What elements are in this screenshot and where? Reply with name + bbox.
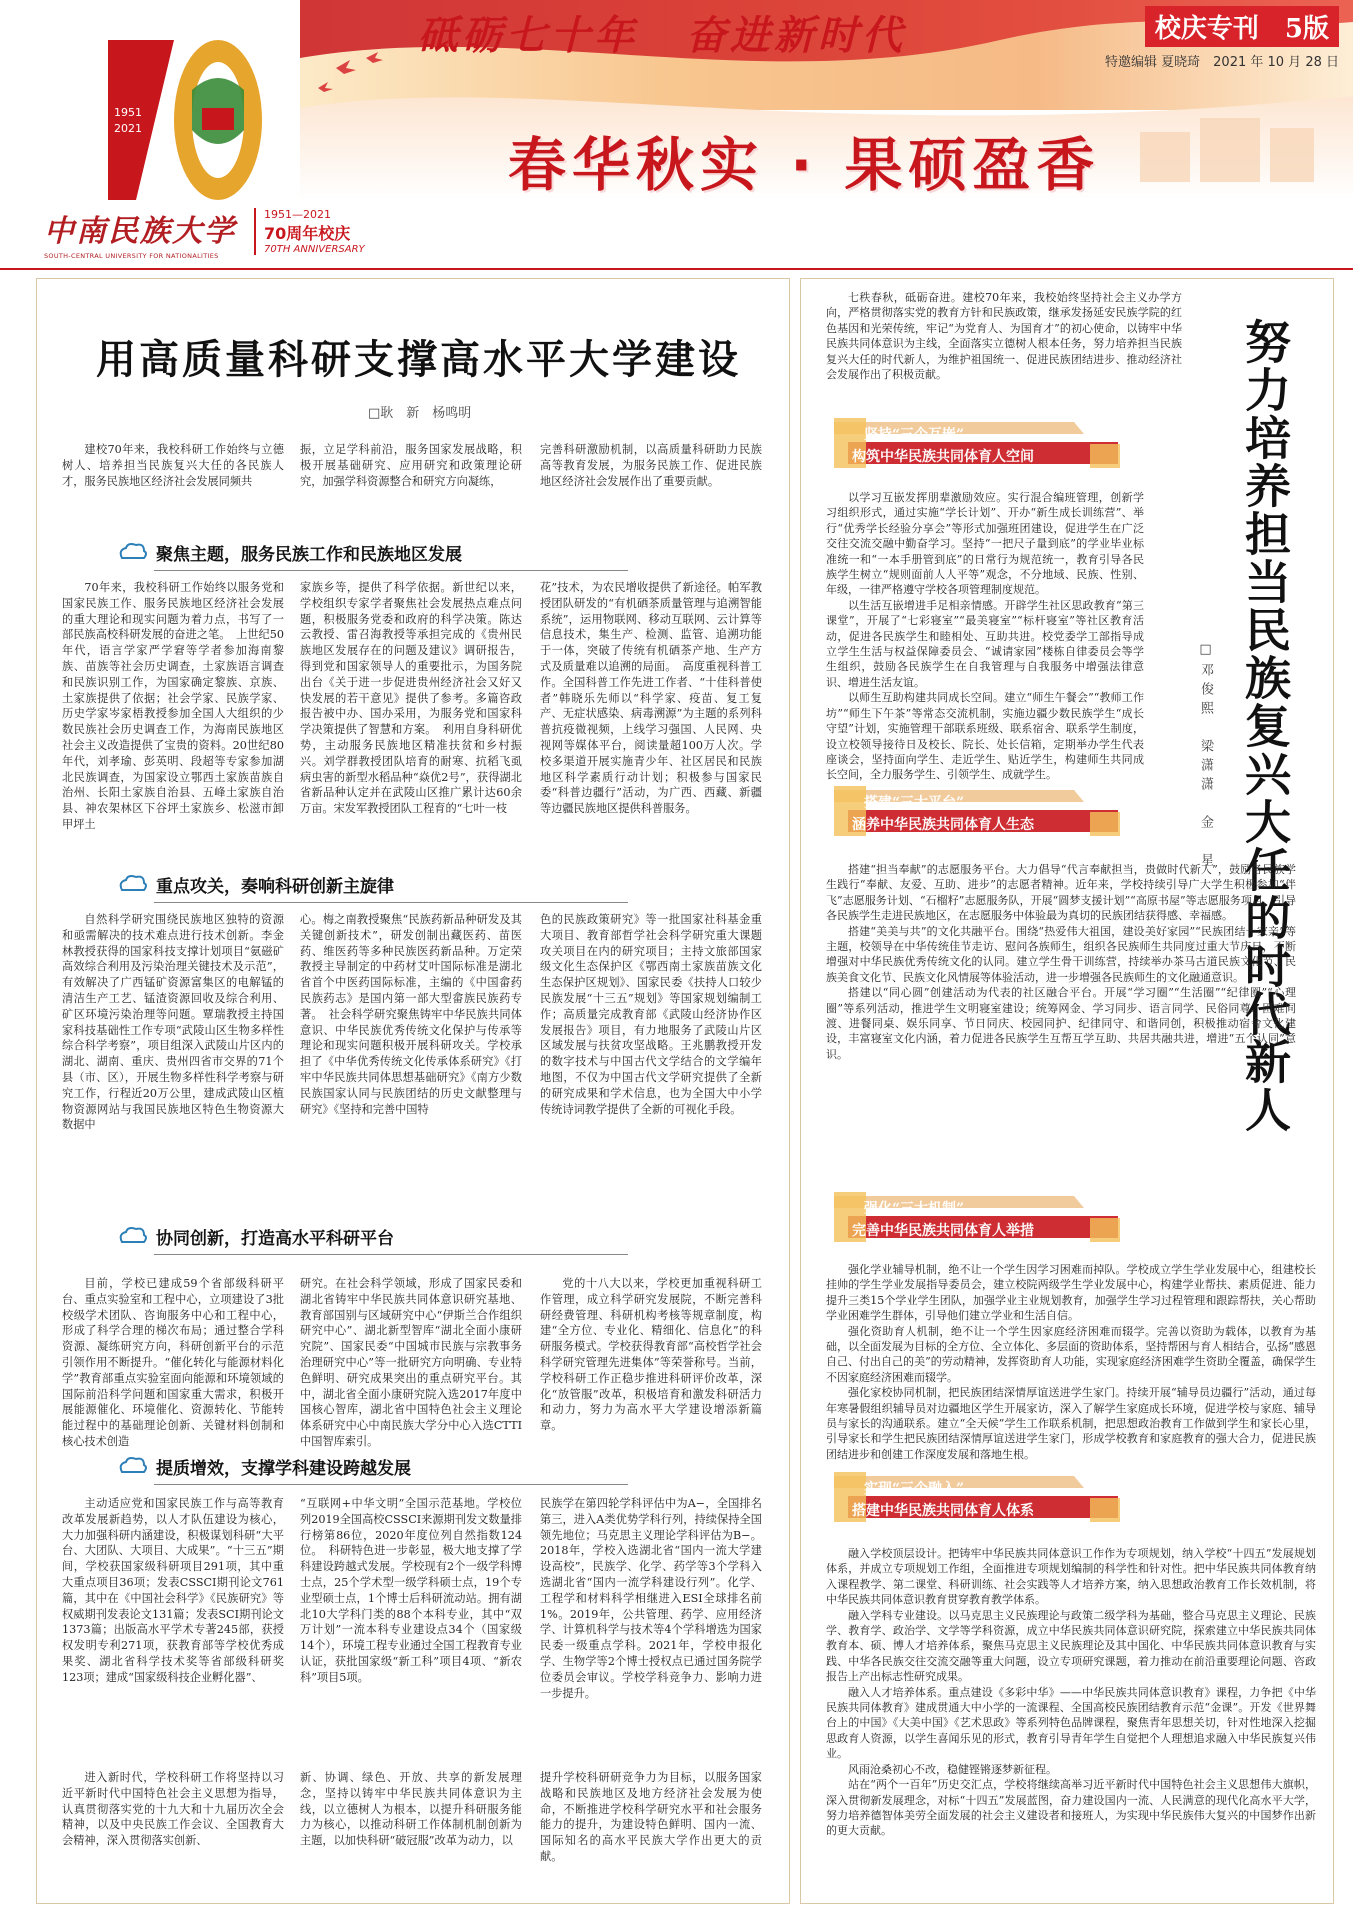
right-section-heading-4 — [828, 1468, 1128, 1532]
paragraph: 以学习互嵌发挥朋辈激励效应。实行混合编班管理，创新学习组织形式，通过实施“学长计划”、开办“新生成长训练营”、举行“优秀学长经验分享会”等形式加强班团建设，促进学生在广泛交往交流交融中勤奋学习。坚持“一把尺子量到底”的学业毕业标准统一和“一本手册管到底”的日常行为规范统一，教育引导各民族学生树立“规则面前人人平等”观念，不分地域、民族、性别、年级，一律严格遵守学校各项管理制度规范。 — [826, 491, 1144, 597]
paragraph: 色的民族政策研究》等一批国家社科基金重大项目、教育部哲学社会科学研究重大课题攻关项目在内的研究项目；主持文旅部国家级文化生态保护区《鄂西南土家族苗族文化生态保护区规划》、国家民委《扶持人口较少民族发展“十三五”规划》等国家规划编制工作；高质量完成教育部《武陵山经济协作区发展报告》项目，有力地服务了武陵山片区区域发展与扶贫攻坚战略。王兆鹏教授开发的数字技术与中国古代文学结合的文学编年地图，不仅为中国古代文学研究提供了全新的研究成果和学术信息，也为全国大中小学传统诗词教学提供了全新的可视化手段。 — [540, 913, 762, 1116]
section-heading-line-2: 构筑中华民族共同体育人空间 — [852, 449, 1034, 465]
paragraph: 家族乡等，提供了科学依据。新世纪以来，学校组织专家学者聚焦社会发展热点难点问题，积极服务党委和政府的科学决策。陈达云教授、雷召海教授等承担完成的《贵州民族地区发展存在的问题及建议》调研报告，得到党和国家领导人的重要批示，为国务院出台《关于进一步促进贵州经济社会又好又快发展的若干意见》提供了参考。多篇咨政报告被中办、国办采用，为服务党和国家科学决策提供了智慧和方案。 利用自身科研优势，主动服务民族地区精准扶贫和乡村振兴。刘学群教授团队培育的耐寒、抗稻飞虱病虫害的新型水稻品种“焱优2号”，获得湖北省新品种认定并在武陵山区推广累计达60余万亩。宋发军教授团队工程育的“七叶一枝 — [300, 581, 522, 816]
s2-col-2 — [300, 912, 522, 1117]
paragraph: 进入新时代，学校科研工作将坚持以习近平新时代中国特色社会主义思想为指导，认真贯彻落实党的十九大和十九届历次全会精神，以及中央民族工作会议、全国教育大会精神，深入贯彻落实创新、 — [62, 1771, 284, 1848]
paragraph: 以师生互助构建共同成长空间。建立“师生午餐会”“教师工作坊”“师生下午茶”等常态交流机制，实施边疆少数民族学生“成长守望”计划，实施管理干部联系班级、联系宿舍、联系学生制度，设立校领导接待日及校长、院长、处长信箱，定期举办学生代表座谈会，坚持面向学生、走近学生、贴近学生，构建师生共同成长空间，全力服务学生、引领学生、成就学生。 — [826, 691, 1144, 782]
paragraph: 70年来，我校科研工作始终以服务党和国家民族工作、服务民族地区经济社会发展的重大理论和现实问题为着力点，书写了一部民族高校科研发展的奋进之笔。 上世纪50年代，语言学家严学窘等学者参加海南黎族、苗族等社会历史调查，土家族语言调查和民族识别工作，为国家确定黎族、京族、土家族提供了依据；社会学家、民族学家、历史学家岑家梧教授参加全国人大组织的少数民族社会历史调查工作，为海南民族地区社会主义改造提供了宝贵的资料。20世纪80年代，刘孝瑜、彭英明、段超等专家参加湖北民族调查，为国家设立鄂西土家族苗族自治州、长阳土家族自治县、五峰土家族自治县、神农架林区下谷坪土家族乡、松滋市卸甲坪土 — [62, 581, 284, 831]
right-section-heading-1 — [828, 414, 1128, 478]
section-heading-2 — [118, 872, 628, 897]
anniversary-70-logo — [96, 20, 266, 210]
section-heading-line-1: 搭建“三大平台”， — [864, 795, 979, 811]
paragraph: 心。梅之南教授聚焦“民族药新品种研发及其关键创新技术”，研发创制出藏医药、苗医药、维医药等多种民族医药新品种。万定荣教授主导制定的中药材艾叶国际标准是湖北省首个中医药国际标准，主编的《中国畲药民族药志》是国内第一部大型畲族民族药专著。 社会科学研究聚焦铸牢中华民族共同体意识、中华民族优秀传统文化保护与传承等理论和现实问题积极开展科研攻关。学校承担了《中华优秀传统文化传承体系研究》《打牢中华民族共同体思想基础研究》《南方少数民族国家认同与民族团结的历史文献整理与研究》《坚持和完善中国特 — [300, 913, 522, 1116]
paragraph: 建校70年来，我校科研工作始终与立德树人、培养担当民族复兴大任的各民族人才，服务民族地区经济社会发展同频共 — [62, 443, 284, 488]
paragraph: 强化家校协同机制，把民族团结深情厚谊送进学生家门。持续开展“辅导员边疆行”活动，通过每年寒暑假组织辅导员对边疆地区学生开展家访，深入了解学生家庭成长环境，促进学校与家庭、辅导员与家长的沟通联系。建立“全天候”学生工作联系机制，把思想政治教育工作做到学生和家长心里，引导家长和学生把民族团结深情厚谊送进学生家门，形成学校教育和家庭教育的强大合力，促进民族团结进步和创建工作深度发展和落地生根。 — [826, 1386, 1316, 1461]
page-tag — [1105, 6, 1339, 70]
masthead-rule — [0, 268, 1353, 270]
s3-col-3 — [540, 1276, 762, 1434]
left-intro-col-2 — [300, 442, 522, 489]
paragraph: 风雨沧桑初心不改，稳健铿锵逐梦新征程。 — [848, 1762, 1057, 1776]
paragraph: “互联网+中华文明”全国示范基地。学校位列2019全国高校CSSCI来源期刊发文数量排行榜第86位，2020年度位列自然指数124位。 科研特色进一步彰显，极大地支撑了学科建设跨越式发展。学校现有2个一级学科博士点，25个学术型一级学科硕士点，19个专业型硕士点，1个博士后科研流动站。拥有湖北10大学科门类的88个本科专业，其中“双万计划”一流本科专业建设点34个（国家级14个），环境工程专业通过全国工程教育专业认证，获批国家级“新工科”项目4项、“新农科”项目5项。 — [300, 1497, 522, 1684]
section-heading-text: 协同创新，打造高水平科研平台 — [156, 1229, 394, 1249]
section-heading-text: 提质增效，支撑学科建设跨越发展 — [156, 1459, 411, 1479]
section-heading-line-2: 搭建中华民族共同体育人体系 — [852, 1503, 1034, 1519]
paragraph: 融入学科专业建设。以马克思主义民族理论与政策二级学科为基础，整合马克思主义理论、民族学、教育学、政治学、文学等学科资源，成立中华民族共同体意识研究院，探索建立中华民族共同体教育本、硕、博人才培养体系，聚焦马克思主义民族理论及其中国化、中华民族共同体意识教育与实践、中华各民族交往交流交融等重大问题，设立专项研究课题，着力推动在前沿重要理论问题、咨政报告上产出标志性研究成果。 — [826, 1608, 1316, 1684]
paragraph: 自然科学研究围绕民族地区独特的资源和亟需解决的技术难点进行技术创新。李金林教授获得的国家科技支撑计划项目“氨磁矿高效综合利用及污染治理关键技术及示范”，有效解决了广西锰矿资源富集区的电解锰的清洁生产工艺、锰渣资源回收及综合利用、矿区环境污染治理等问题。覃瑞教授主持国家科技基础性工作专项“武陵山区生物多样性综合科学考察”，项目组深入武陵山片区内的湖北、湖南、重庆、贵州四省市交界的71个县（市、区），开展生物多样性科学考察与研究工作，行程近20万公里，建成武陵山区植物资源网站与我国民族地区特色生物资源大数据中 — [62, 913, 284, 1132]
section-heading-line-1: 强化“三大机制”， — [864, 1201, 979, 1217]
cloud-ornament-icon — [118, 542, 148, 564]
paragraph: 强化资助育人机制，绝不让一个学生因家庭经济困难而辍学。完善以资助为载体，以教育为基础，以全面发展为目标的全方位、全立体化、多层面的资助体系，坚持帮困与育人相结合，弘扬“感恩自己、付出自己的美”的劳动精神，发挥资助育人功能，实现家庭经济困难学生资助全覆盖，确保学生不因家庭经济困难而辍学。 — [826, 1324, 1316, 1384]
paragraph: 新、协调、绿色、开放、共享的新发展理念，坚持以铸牢中华民族共同体意识为主线，以立德树人为根本，以提升科研服务能力为核心，以推动科研工作体制机制创新为主题，以加快科研“破冠服”改革为动力，以 — [300, 1771, 522, 1848]
left-article-byline: □耿 新 杨鸣明 — [368, 406, 472, 421]
section-heading-line-1: 坚持“三个互嵌”， — [864, 427, 979, 443]
s4-col-1 — [62, 1496, 284, 1686]
section-heading-4 — [118, 1454, 628, 1479]
anniversary-en: 70TH ANNIVERSARY — [264, 244, 365, 255]
s2-col-1 — [62, 912, 284, 1133]
paragraph: 目前，学校已建成59个省部级科研平台、重点实验室和工程中心，立项建设了3批校级学术团队、咨询服务中心和工程中心，形成了科学合理的梯次布局；通过整合学科资源、凝练研究方向，科研创新平台的示范引领作用不断提升。“催化转化与能源材料化学”教育部重点实验室面向能源和环境领域的国际前沿科学问题和国家重大需求，积极开展能源催化、环境催化、资源转化、节能转能过程中的基础理论创新、关键材料创制和核心技术创造 — [62, 1277, 284, 1448]
slogan-left: 砥砺七十年 — [418, 12, 638, 59]
paragraph: 搭建“担当奉献”的志愿服务平台。大力倡导“代言奉献担当，贵做时代新人”，鼓励各民族学生践行“奉献、友爱、互助、进步”的志愿者精神。近年来，学校持续引导广大学生积极参加“伴飞”志愿服务计划、“石榴籽”志愿服务队，开展“圆梦支援计划”“高原书屋”等志愿服务项目，引导各民族学生走进民族地区，在志愿服务中体验最为真切的民族团结获得感、幸福感。 — [826, 863, 1296, 923]
paragraph: 强化学业辅导机制，绝不让一个学生因学习困难而掉队。学校成立学生学业发展中心，组建校长挂帅的学生学业发展指导委员会，建立校院两级学生学业发展中心，构建学业帮扶、素质促进、能力提升三类15个学业学生团队，加强学业主业规划教育，加强学生学习过程管理和跟踪帮扶，关心帮助学业困难学生群体，引导他们建立学业和生活自信。 — [826, 1263, 1316, 1323]
paragraph: 融入人才培养体系。重点建设《多彩中华》——中华民族共同体意识教育》课程，力争把《中华民族共同体教育》建成贯通大中小学的一流课程、全国高校民族团结教育示范“金课”。开发《世界舞台上的中国》《大美中国》《艺术思政》等系列特色品牌课程，聚焦青年思想关切，针对性地深入挖掘思政育人资源，以学生喜闻乐见的形式，教育引导青年学生自觉把个人理想追求融入中华民族复兴伟业。 — [826, 1685, 1316, 1761]
r3-body — [826, 1262, 1316, 1462]
section-heading-1 — [118, 540, 628, 565]
paragraph: 完善科研激励机制，以高质量科研助力民族高等教育发展，为服务民族工作、促进民族地区经济社会发展作出了重要贡献。 — [540, 443, 762, 488]
section-heading-rule — [154, 902, 628, 903]
slogan-right: 奋进新时代 — [685, 12, 906, 59]
section-heading-line-2: 涵养中华民族共同体育人生态 — [852, 817, 1034, 833]
paragraph: 以生活互嵌增进手足相亲情感。开辟学生社区思政教育“第三课堂”，开展了“七彩寝室”“最美寝室”“标杆寝室”等社区教育活动，促进各民族学生和睦相处、互助共进。校党委学工部指导成立学生生活与权益保障委员会、“诚请家园”楼栋自律委员会等学生组织，鼓励各民族学生在自我管理与自我服务中增强法律意识、增进生活友谊。 — [826, 598, 1144, 689]
paragraph: 融入学校顶层设计。把铸牢中华民族共同体意识工作作为专项规划，纳入学校“十四五”发展规划体系，并成立专项规划工作组，全面推进专项规划编制的科学性和针对性。把中华民族共同体教育纳入课程教学、第二课堂、科研训练、社会实践等人才培养方案，纳入思想政治教育工作长效机制，将中华民族共同体意识教育贯穿教育教学体系。 — [826, 1547, 1316, 1607]
s1-col-1 — [62, 580, 284, 833]
paragraph: 研究。在社会科学领域，形成了国家民委和湖北省铸牢中华民族共同体意识研究基地、教育部国别与区域研究中心“伊斯兰合作组织研究中心”、湖北新型智库“湖北全面小康研究院”、国家民委“中国城市民族与宗教事务治理研究中心”等一批研究方向明确、专业特色鲜明、研究成果突出的重点研究平台。其中，湖北省全面小康研究院入选2017年度中国核心智库，湖北省中国特色社会主义理论体系研究中心中南民族大学分中心入选CTTI中国智库索引。 — [300, 1277, 522, 1448]
paragraph: 七秩春秋，砥砺奋进。建校70年来，我校始终坚持社会主义办学方向，严格贯彻落实党的教育方针和民族政策，继承发扬延安民族学院的红色基因和光荣传统，牢记“为党育人、为国育才”的初心使命，以铸牢中华民族共同体意识为主线，全面落实立德树人根本任务，努力培养担当民族复兴大任的时代新人，为维护祖国统一、促进民族团结进步、推动经济社会发展作出了积极贡献。 — [826, 291, 1182, 382]
cloud-ornament-icon — [118, 1226, 148, 1248]
university-logo — [44, 206, 236, 260]
section-heading-rule — [154, 570, 628, 571]
paragraph: 民族学在第四轮学科评估中为A−，全国排名第三，进入A类优势学科行列，持续保持全国领先地位；马克思主义理论学科评估为B−。2018年，学校入选湖北省“国内一流大学建设高校”，民族学、化学、药学等3个学科入选湖北省“国内一流学科建设行列”。化学、工程学和材料科学相继进入ESI全球排名前1%。2019年，公共管理、药学、应用经济学、计算机科学与技术等4个学科增选为国家民委一级重点学科。2021年，学校申报化学、生物学等2个博士授权点已通过国务院学位委员会审议。学校学科竞争力、影响力进一步提升。 — [540, 1497, 762, 1700]
paragraph: 主动适应党和国家民族工作与高等教育改革发展新趋势，以人才队伍建设为核心，大力加强科研内涵建设，积极谋划科研“大平台、大团队、大项目、大成果”。“十三五”期间，学校获国家级科研项目291项，其中重大重点项目36项；发表CSSCI期刊论文761篇，其中在《中国社会科学》《民族研究》等权威期刊发表论文131篇；发表SCI期刊论文1373篇；出版高水平学术专著245部，获授权发明专利271项，获教育部等学校优秀成果奖、湖北省科学技术奖等省部级科研奖123项；建成“国家级科技企业孵化器”、 — [62, 1497, 284, 1684]
anniversary-box — [254, 208, 365, 255]
section-heading-rule — [154, 1484, 628, 1485]
section-heading-line-1: 实现“三个融入”， — [864, 1481, 979, 1497]
s4-col-2 — [300, 1496, 522, 1686]
anniversary-years: 1951—2021 — [264, 208, 331, 221]
paragraph: 站在“两个一百年”历史交汇点，学校将继续高举习近平新时代中国特色社会主义思想伟大旗帜，深入贯彻新发展理念，对标“十四五”发展蓝图，奋力建设国内一流、人民满意的现代化高水平大学，努力培养德智体美劳全面发展的社会主义建设者和接班人，为实现中华民族伟大复兴的中国梦作出新的更大贡献。 — [826, 1778, 1316, 1838]
edition-label: 校庆专刊 5版 — [1145, 6, 1339, 47]
anniversary-celebrate: 70周年校庆 — [264, 224, 351, 243]
left-intro-col-3 — [540, 442, 762, 489]
right-intro — [826, 290, 1182, 382]
s1-col-3 — [540, 580, 762, 817]
s3-col-2 — [300, 1276, 522, 1450]
right-section-heading-2 — [828, 782, 1128, 846]
logo-year-bottom: 2021 — [114, 122, 142, 135]
section-heading-line-2: 完善中华民族共同体育人举措 — [852, 1223, 1034, 1239]
university-name-en: SOUTH-CENTRAL UNIVERSITY FOR NATIONALITIES — [44, 252, 219, 260]
s2-col-3 — [540, 912, 762, 1117]
r1-body — [826, 490, 1144, 783]
right-section-heading-3 — [828, 1188, 1128, 1252]
section-heading-3 — [118, 1224, 628, 1249]
left-article-title: 用高质量科研支撑高水平大学建设 — [96, 336, 741, 383]
right-article-title: 努力培养担当民族复兴大任的时代新人 — [1238, 318, 1292, 1134]
paragraph: 党的十八大以来，学校更加重视科研工作管理，成立科学研究发展院，不断完善科研经费管理、科研机构考核等规章制度，构建“全方位、专业化、精细化、信息化”的科研服务模式。学校获得教育部“高校哲学社会科学研究管理先进集体”等荣誉称号。当前，学校科研工作正稳步推进科研评价改革，深化“放管服”改革，积极培育和激发科研活力和动力，努力为高水平大学建设增添新篇章。 — [540, 1277, 762, 1433]
university-name: 中南民族大学 — [44, 214, 236, 249]
left-intro-col-1 — [62, 442, 284, 489]
r2-body — [826, 862, 1296, 1062]
cloud-ornament-icon — [118, 874, 148, 896]
closing-col-1 — [62, 1770, 284, 1849]
cloud-ornament-icon — [118, 1456, 148, 1478]
editor-date: 特邀编辑 夏晓琦 2021 年 10 月 28 日 — [1105, 55, 1339, 70]
paragraph: 花”技术，为农民增收提供了新途径。帕军教授团队研发的“有机硒茶质量管理与追溯智能系统”，运用物联网、移动互联网、云计算等信息技术，集生产、检测、监管、追溯功能于一体，突破了传统有机硒茶产地、生产方式及质量难以追溯的局面。 高度重视科普工作。全国科普工作先进工作者、“十佳科普使者”韩晓乐先师以“科学家、疫苗、复工复产、无症状感染、病毒溯源”为主题的系列科普抗疫微视频，上线学习强国、人民网、央视网等媒体平台，阅读量超100万人次。学校多渠道开展实施青少年、社区居民和民族地区科学素质行动计划；积极参与国家民委“科普边疆行”活动，为广西、西藏、新疆等边疆民族地区提供科普服务。 — [540, 581, 762, 816]
slogan — [418, 4, 936, 61]
s1-col-2 — [300, 580, 522, 817]
paragraph: 振，立足学科前沿，服务国家发展战略，积极开展基础研究、应用研究和政策理论研究，加强学科资源整合和研究方向凝练， — [300, 443, 522, 488]
paragraph: 提升学校科研研竞争力为目标，以服务国家战略和民族地区及地方经济社会发展为使命，不断推进学校科学研究水平和社会服务能力的提升，为建设特色鲜明、国内一流、国际知名的高水平民族大学作出更大的贡献。 — [540, 1771, 762, 1863]
paragraph: 搭建以“同心圆”创建活动为代表的社区融合平台。开展“学习圈”“生活圈”“纪律圈”“心理圈”等系列活动，推进学生文明寝室建设；统筹网金、学习同步、语言同学、民俗同尊、困难同渡、进餐同桌、娱乐同享、节日同庆、校园同护、纪律同守、和谐同创，积极推动宿舍文化建设，丰富寝室文化内涵，着力促进各民族学生互帮互学互助、共居共融共进，增进“五个认同”意识。 — [826, 986, 1296, 1061]
s4-col-3 — [540, 1496, 762, 1701]
s3-col-1 — [62, 1276, 284, 1450]
paragraph: 搭建“美美与共”的文化共融平台。围绕“热爱伟大祖国，建设美好家园”“民族团结一家亲”等主题，校领导在中华传统佳节走访、慰问各族师生，组织各民族师生共同度过重大节庆日，不断增强对中华民族优秀传统文化的认同。建立学生骨干训练营，持续举办茶马古道民族文化节、民族美食文化节、民族文化风情展等体验活动，进一步增强各民族师生的文化融通意识。 — [826, 924, 1296, 984]
r4-body — [826, 1546, 1316, 1839]
closing-col-2 — [300, 1770, 522, 1849]
logo-year-top: 1951 — [114, 106, 142, 119]
right-article-byline: □邓俊熙 梁潇潇 金 星 — [1198, 642, 1213, 872]
closing-col-3 — [540, 1770, 762, 1865]
section-heading-text: 重点攻关，奏响科研创新主旋律 — [156, 877, 394, 897]
section-heading-rule — [154, 1254, 628, 1255]
section-heading-text: 聚焦主题，服务民族工作和民族地区发展 — [156, 545, 462, 565]
masthead — [0, 0, 1353, 270]
banner-title: 春华秋实 · 果硕盈香 — [508, 131, 1101, 199]
